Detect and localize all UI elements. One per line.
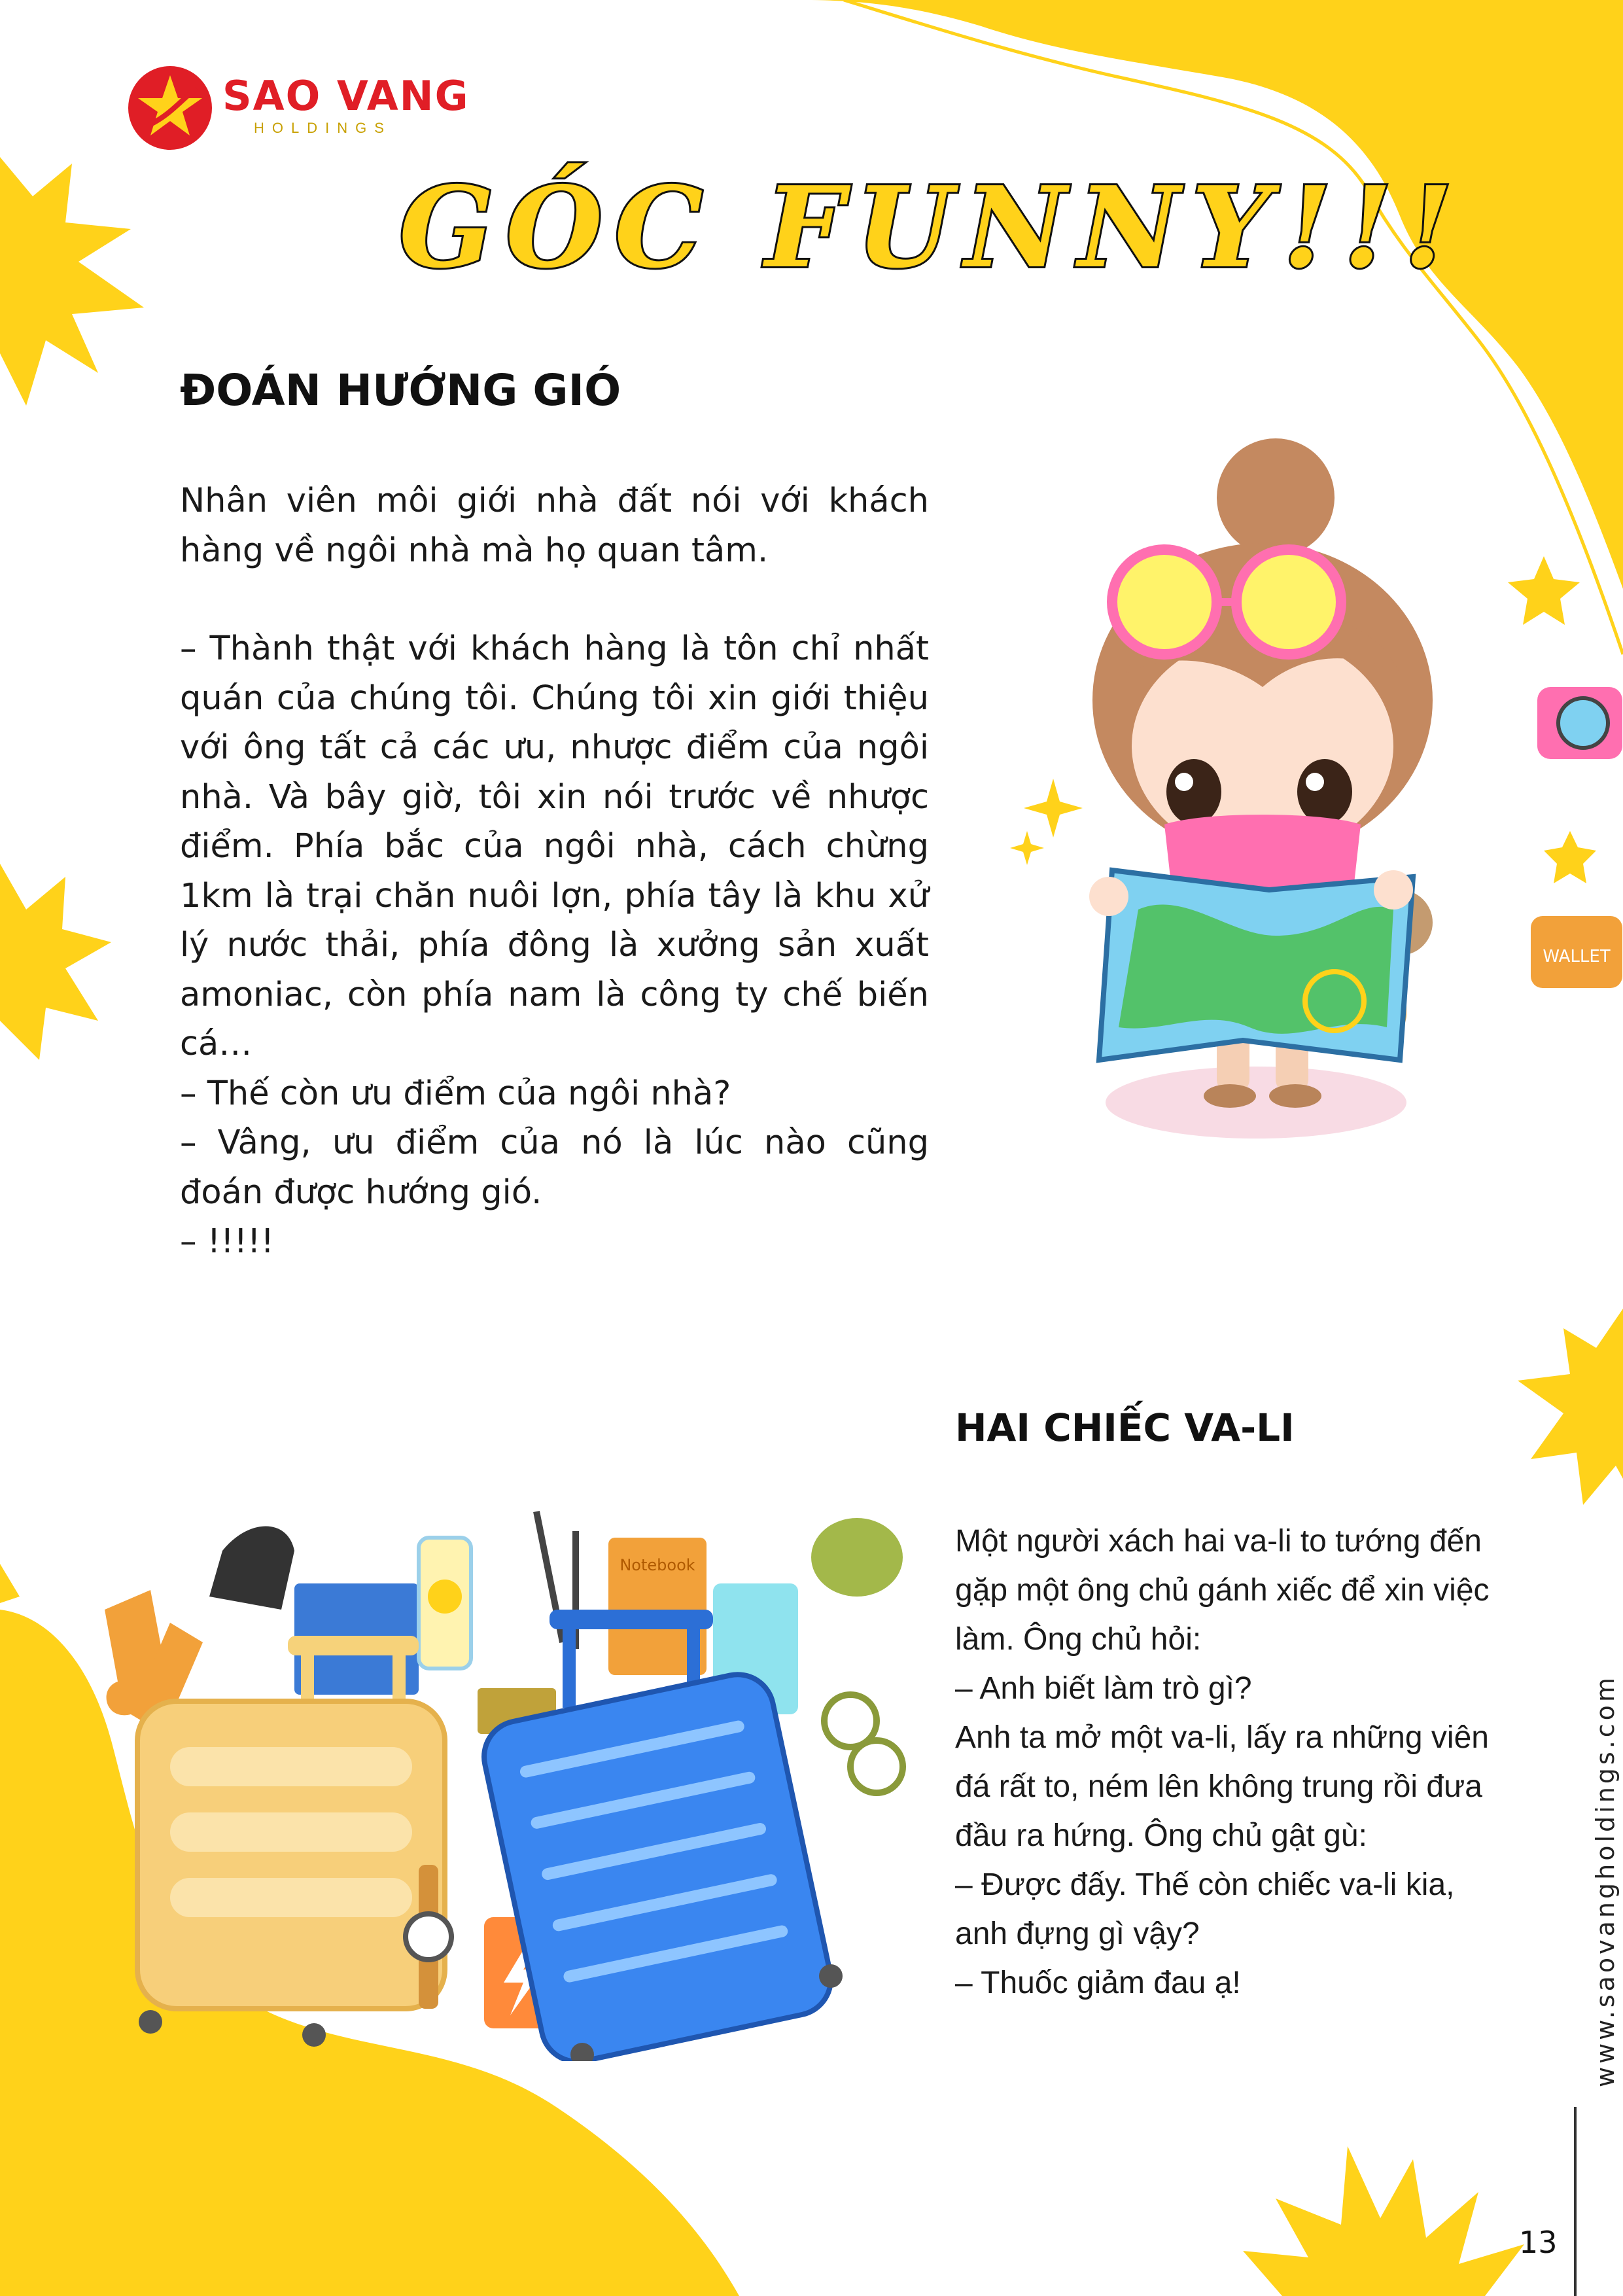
brand-name: SAO VANG — [222, 72, 470, 120]
story2-line: – Anh biết làm trò gì? — [955, 1671, 1252, 1706]
story1-body — [180, 476, 929, 1267]
story1-title: ĐOÁN HƯỚNG GIÓ — [180, 365, 621, 415]
luggage-illustration — [92, 1498, 909, 2061]
story1-line: – Thế còn ưu điểm của ngôi nhà? — [180, 1074, 731, 1113]
story2-line: – Được đấy. Thế còn chiếc va-li kia, anh đựng gì vậy? — [955, 1867, 1455, 1951]
brand-subtitle: HOLDINGS — [254, 120, 392, 136]
website-url — [1557, 1636, 1620, 2094]
girl-with-map-illustration — [968, 438, 1622, 1158]
story1-line: – Thành thật với khách hàng là tôn chỉ nhất quán của chúng tôi. Chúng tôi xin giới thiệu với ông tất cả các ưu, nhược điểm của ngôi nhà. Và bây giờ, tôi xin nói trước về nhược điểm. Phía bắc của ngôi nhà, cách chừng 1km là trại chăn nuôi lợn, phía tây là khu xử lý nước thải, phía đông là xưởng sản xuất amoniac, còn phía nam là công ty chế biến cá… — [180, 629, 929, 1063]
story2-line: Một người xách hai va-li to tướng đến gặp một ông chủ gánh xiếc để xin việc làm. Ông chủ hỏi: — [955, 1524, 1490, 1657]
starburst-left-middle — [0, 864, 111, 1060]
story2-line: – Thuốc giảm đau ạ! — [955, 1966, 1241, 2000]
wallet-label: WALLET — [1543, 947, 1611, 966]
page-number: 13 — [1519, 2225, 1558, 2260]
starburst-right-middle — [1518, 1309, 1623, 1505]
website-text: www.saovangholdings.com — [1591, 1674, 1620, 2087]
starburst-left-top — [0, 157, 144, 406]
notebook-label: Notebook — [620, 1556, 695, 1574]
story2-body — [955, 1517, 1492, 2007]
page-title: GÓC FUNNY!!! — [399, 162, 1465, 293]
starburst-left-lower — [0, 1564, 20, 1603]
story2-line: Anh ta mở một va-li, lấy ra những viên đá rất to, ném lên không trung rồi đưa đầu ra hứng. Ông chủ gật gù: — [955, 1720, 1489, 1853]
story1-intro: Nhân viên môi giới nhà đất nói với khách hàng về ngôi nhà mà họ quan tâm. — [180, 482, 929, 570]
sao-vang-logo-icon — [124, 62, 216, 154]
story2-title: HAI CHIẾC VA-LI — [955, 1405, 1295, 1450]
story1-line: – Vâng, ưu điểm của nó là lúc nào cũng đoán được hướng gió. — [180, 1123, 929, 1212]
starburst-bottom-right — [1243, 2146, 1524, 2296]
story1-line: – !!!!! — [180, 1222, 274, 1261]
